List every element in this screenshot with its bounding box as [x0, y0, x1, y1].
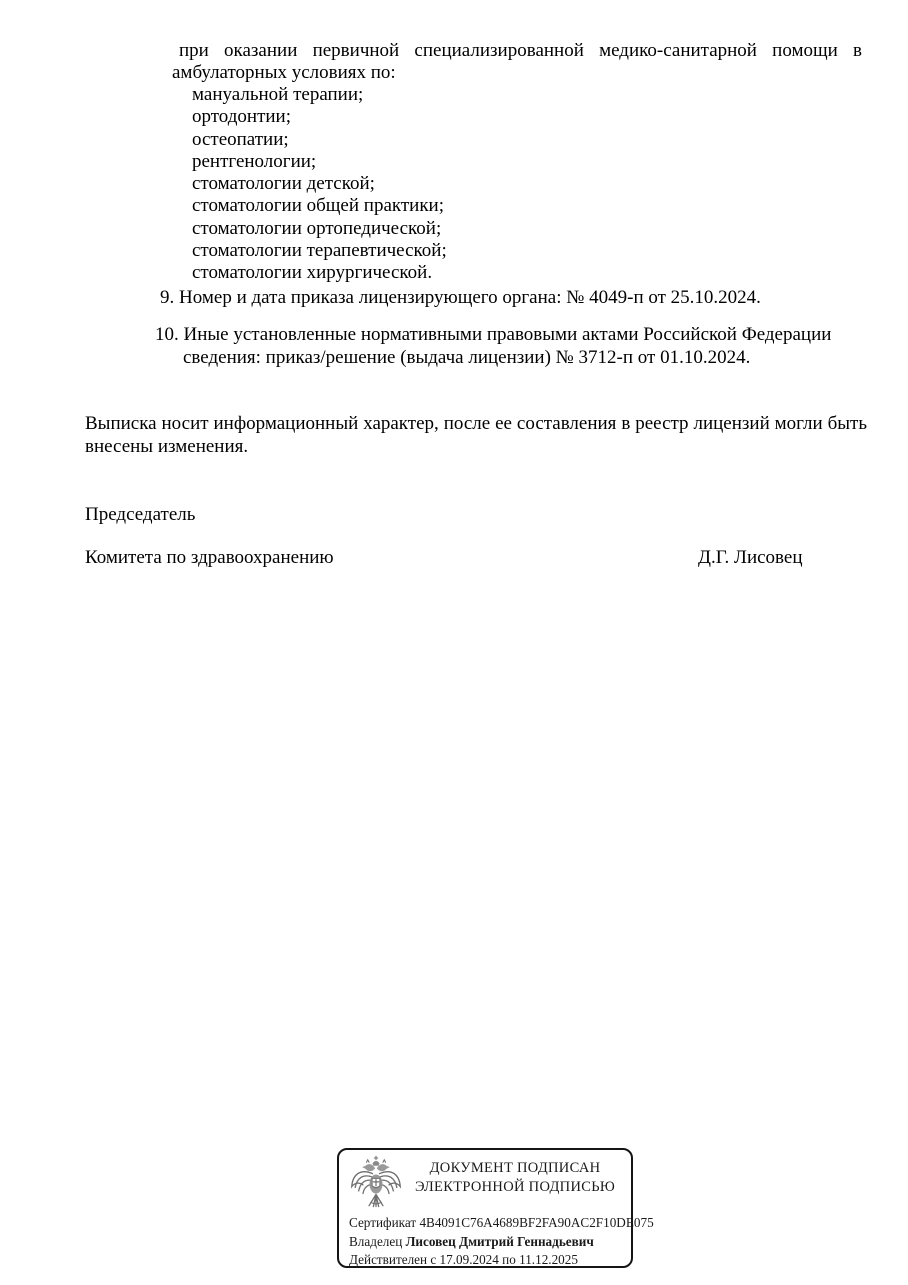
owner-name: Лисовец Дмитрий Геннадьевич	[405, 1234, 594, 1249]
stamp-title-line1: ДОКУМЕНТ ПОДПИСАН	[429, 1160, 601, 1176]
informational-note	[85, 412, 867, 458]
list-item: стоматологии детской;	[192, 173, 375, 195]
signature-row	[85, 547, 875, 569]
list-item: мануальной терапии;	[192, 84, 364, 105]
owner-label: Владелец	[349, 1234, 403, 1249]
numbered-item-10-line1: 10. Иные установленные нормативными правовыми актами Российской Федерации	[155, 324, 832, 345]
list-item: стоматологии общей практики;	[192, 195, 445, 217]
certificate-label: Сертификат	[349, 1215, 417, 1230]
list-item: стоматологии терапевтической;	[192, 240, 447, 262]
continuation-paragraph-line2: амбулаторных условиях по:	[172, 62, 396, 83]
specialties-list	[192, 84, 447, 285]
list-item: стоматологии ортопедической;	[192, 217, 442, 239]
certificate-value: 4B4091C76A4689BF2FA90AC2F10DE075	[419, 1215, 654, 1230]
informational-note-line2: внесены изменения.	[85, 436, 249, 457]
signer-title-line2: Комитета по здравоохранению	[85, 547, 334, 568]
list-item: рентгенологии;	[192, 150, 317, 172]
owner-line	[349, 1233, 594, 1250]
numbered-item-10-line2: сведения: приказ/решение (выдача лицензии) № 3712-п от 01.10.2024.	[183, 346, 751, 368]
double-headed-eagle-emblem-icon	[350, 1155, 402, 1213]
continuation-paragraph	[172, 40, 862, 84]
stamp-title	[403, 1159, 627, 1197]
validity-line: Действителен с 17.09.2024 по 11.12.2025	[349, 1252, 578, 1267]
electronic-signature-stamp	[337, 1148, 654, 1268]
numbered-item-10	[155, 324, 875, 369]
numbered-item-9: 9. Номер и дата приказа лицензирующего органа: № 4049-п от 25.10.2024.	[160, 287, 761, 308]
list-item: стоматологии хирургической.	[192, 262, 433, 284]
signer-name: Д.Г. Лисовец	[698, 547, 803, 568]
continuation-paragraph-line1: при оказании первичной специализированной медико-санитарной помощи в	[179, 40, 862, 61]
signer-title-line1: Председатель	[85, 504, 196, 525]
informational-note-line1: Выписка носит информационный характер, после ее составления в реестр лицензий могли быть	[85, 413, 867, 434]
certificate-line	[349, 1214, 654, 1231]
list-item: ортодонтии;	[192, 106, 292, 128]
list-item: остеопатии;	[192, 128, 289, 150]
stamp-title-line2: ЭЛЕКТРОННОЙ ПОДПИСЬЮ	[414, 1179, 616, 1195]
